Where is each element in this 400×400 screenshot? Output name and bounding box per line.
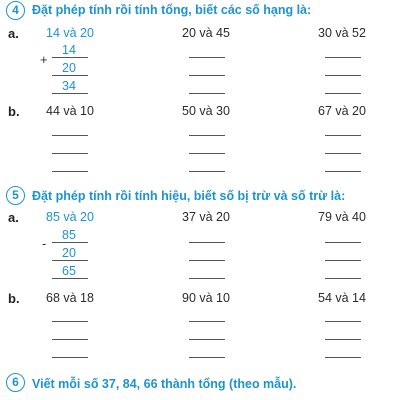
exercise-5-b1-blank-1[interactable] xyxy=(52,321,88,322)
exercise-5-b-item-1: 68 và 18 xyxy=(46,291,94,305)
exercise-5-sample-bottom: 20 xyxy=(62,246,76,260)
exercise-4-b-item-3: 67 và 20 xyxy=(318,104,366,118)
exercise-5-a2-blank-3[interactable] xyxy=(189,278,225,279)
exercise-4-b3-blank-1[interactable] xyxy=(325,135,361,136)
exercise-4-b1-blank-1[interactable] xyxy=(52,135,88,136)
exercise-5-b2-blank-1[interactable] xyxy=(189,321,225,322)
exercise-4-b3-blank-2[interactable] xyxy=(325,153,361,154)
exercise-5-sample-operator: - xyxy=(42,236,47,251)
exercise-4-b2-blank-3[interactable] xyxy=(189,171,225,172)
exercise-5-b2-blank-3[interactable] xyxy=(189,357,225,358)
exercise-4-a3-blank-2[interactable] xyxy=(325,75,361,76)
exercise-5-part-a-label: a. xyxy=(8,210,19,225)
exercise-4-sample-line-1 xyxy=(52,57,88,58)
exercise-5-a2-blank-2[interactable] xyxy=(189,260,225,261)
exercise-5-a3-blank-1[interactable] xyxy=(325,242,361,243)
exercise-4-sample-line-2 xyxy=(52,75,88,76)
exercise-5-b3-blank-2[interactable] xyxy=(325,339,361,340)
exercise-5-a-item-2: 37 và 20 xyxy=(182,210,230,224)
exercise-4-sample-operator: + xyxy=(40,52,48,67)
exercise-4-b3-blank-3[interactable] xyxy=(325,171,361,172)
exercise-5-b2-blank-2[interactable] xyxy=(189,339,225,340)
exercise-5-a2-blank-1[interactable] xyxy=(189,242,225,243)
exercise-4-title: Đặt phép tính rồi tính tổng, biết các số hạng là: xyxy=(32,3,312,17)
exercise-4-a-item-2: 20 và 45 xyxy=(182,26,230,40)
exercise-4-a3-blank-3[interactable] xyxy=(325,93,361,94)
exercise-4-a-item-3: 30 và 52 xyxy=(318,26,366,40)
exercise-4-sample-line-3 xyxy=(52,93,88,94)
exercise-4-b2-blank-2[interactable] xyxy=(189,153,225,154)
exercise-4-b-item-1: 44 và 10 xyxy=(46,104,94,118)
exercise-5-part-b-label: b. xyxy=(8,291,20,306)
exercise-5-sample-top: 85 xyxy=(62,228,76,242)
exercise-4-number-badge: 4 xyxy=(6,1,25,20)
exercise-4-sample-result: 34 xyxy=(62,79,76,93)
exercise-5-sample-line-1 xyxy=(52,242,88,243)
exercise-4-part-b-label: b. xyxy=(8,104,20,119)
exercise-4-b1-blank-2[interactable] xyxy=(52,153,88,154)
exercise-5-a-item-3: 79 và 40 xyxy=(318,210,366,224)
exercise-5-b1-blank-2[interactable] xyxy=(52,339,88,340)
exercise-5-sample-line-2 xyxy=(52,260,88,261)
exercise-4-b1-blank-3[interactable] xyxy=(52,171,88,172)
exercise-5-b3-blank-3[interactable] xyxy=(325,357,361,358)
exercise-6-number-badge: 6 xyxy=(6,373,25,392)
exercise-5-title: Đặt phép tính rồi tính hiệu, biết số bị trừ và số trừ là: xyxy=(32,189,346,203)
exercise-4-a3-blank-1[interactable] xyxy=(325,57,361,58)
exercise-5-b-item-3: 54 và 14 xyxy=(318,291,366,305)
exercise-4-b2-blank-1[interactable] xyxy=(189,135,225,136)
exercise-4-b-item-2: 50 và 30 xyxy=(182,104,230,118)
exercise-5-b1-blank-3[interactable] xyxy=(52,357,88,358)
exercise-4-a-item-1: 14 và 20 xyxy=(46,26,94,40)
exercise-6-title: Viết mỗi số 37, 84, 66 thành tổng (theo mẫu). xyxy=(32,377,297,391)
exercise-5-a3-blank-3[interactable] xyxy=(325,278,361,279)
exercise-5-a3-blank-2[interactable] xyxy=(325,260,361,261)
exercise-4-sample-top: 14 xyxy=(62,43,76,57)
exercise-5-sample-result: 65 xyxy=(62,264,76,278)
exercise-5-b-item-2: 90 và 10 xyxy=(182,291,230,305)
exercise-5-number-badge: 5 xyxy=(6,186,25,205)
exercise-5-b3-blank-1[interactable] xyxy=(325,321,361,322)
exercise-5-a-item-1: 85 và 20 xyxy=(46,210,94,224)
exercise-5-sample-line-3 xyxy=(52,278,88,279)
exercise-4-sample-bottom: 20 xyxy=(62,61,76,75)
exercise-4-a2-blank-3[interactable] xyxy=(189,93,225,94)
exercise-4-a2-blank-2[interactable] xyxy=(189,75,225,76)
exercise-4-part-a-label: a. xyxy=(8,26,19,41)
exercise-4-a2-blank-1[interactable] xyxy=(189,57,225,58)
